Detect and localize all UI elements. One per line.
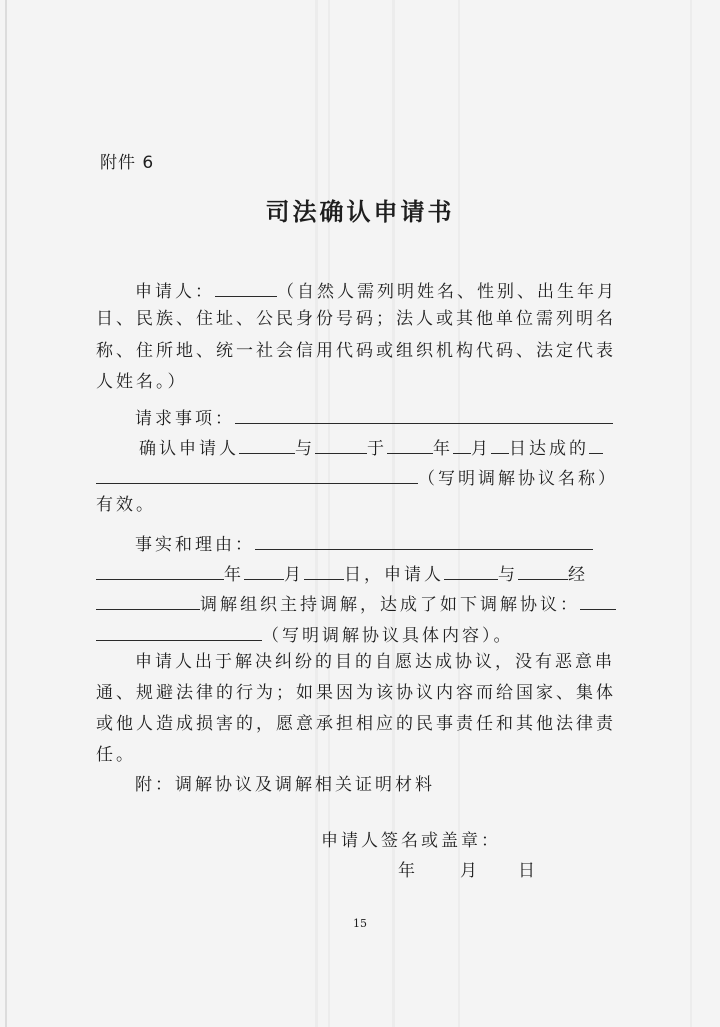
party-b-field[interactable] bbox=[315, 433, 367, 454]
party-a-field[interactable] bbox=[239, 433, 295, 454]
document-title: 司法确认申请书 bbox=[265, 198, 455, 226]
mediation-line bbox=[96, 589, 616, 616]
signature-label: 申请人签名或盖章： bbox=[321, 831, 501, 851]
scan-streak bbox=[328, 0, 330, 1027]
page-number: 15 bbox=[353, 917, 367, 930]
appendix-text: 附：调解协议及调解相关证明材料 bbox=[135, 775, 435, 795]
agreement-name-field[interactable] bbox=[96, 463, 418, 484]
applicant-note: （自然人需列明姓名、性别、出生年月 bbox=[277, 282, 617, 302]
scan-streak bbox=[315, 0, 318, 1027]
facts-label: 事实和理由： bbox=[135, 535, 255, 555]
facts-month-field[interactable] bbox=[244, 559, 284, 580]
facts-line bbox=[135, 529, 593, 556]
scan-streak bbox=[392, 0, 395, 1027]
confirm-line bbox=[139, 433, 603, 460]
with-text: 与 bbox=[295, 439, 315, 459]
facts-day-field[interactable] bbox=[304, 559, 344, 580]
applicant-note-line: 称、住所地、统一社会信用代码或组织机构代码、法定代表 bbox=[96, 341, 616, 361]
request-line bbox=[135, 403, 613, 430]
year-text: 年 bbox=[224, 565, 244, 585]
applicant-name-field[interactable] bbox=[215, 276, 277, 297]
day-reached-text: 日达成的 bbox=[509, 439, 589, 459]
applicant-note-line: 人姓名。） bbox=[96, 372, 188, 392]
declaration-line: 通、规避法律的行为；如果因为该协议内容而给国家、集体 bbox=[96, 683, 616, 703]
mediation-text: 调解组织主持调解，达成了如下调解协议： bbox=[200, 595, 580, 615]
applicant-label: 申请人： bbox=[135, 282, 215, 302]
confirm-prefix: 确认申请人 bbox=[139, 439, 239, 459]
agreement-content-line bbox=[96, 620, 514, 647]
month-field[interactable] bbox=[453, 433, 471, 454]
with-text: 与 bbox=[498, 565, 518, 585]
signature-year: 年 bbox=[398, 861, 418, 881]
applicant-line bbox=[135, 276, 617, 303]
day-field[interactable] bbox=[491, 433, 509, 454]
agreement-name-note: （写明调解协议名称） bbox=[418, 469, 618, 489]
facts-year-field[interactable] bbox=[96, 559, 224, 580]
year-field[interactable] bbox=[387, 433, 433, 454]
scan-streak bbox=[690, 0, 692, 1027]
declaration-line: 申请人出于解决纠纷的目的自愿达成协议，没有恶意串 bbox=[135, 652, 615, 672]
facts-party-a-field[interactable] bbox=[444, 559, 498, 580]
via-text: 经 bbox=[568, 565, 588, 585]
declaration-line: 或他人造成损害的，愿意承担相应的民事责任和其他法律责 bbox=[96, 714, 616, 734]
day-applicant-text: 日，申请人 bbox=[344, 565, 444, 585]
agreement-content-field[interactable] bbox=[96, 620, 262, 641]
on-text: 于 bbox=[367, 439, 387, 459]
agreement-content-start-field[interactable] bbox=[580, 589, 616, 610]
year-text: 年 bbox=[433, 439, 453, 459]
month-text: 月 bbox=[471, 439, 491, 459]
mediation-org-field[interactable] bbox=[96, 589, 200, 610]
request-field[interactable] bbox=[235, 403, 613, 424]
scan-streak bbox=[5, 0, 7, 1027]
facts-date-line bbox=[96, 559, 588, 586]
facts-party-b-field[interactable] bbox=[518, 559, 568, 580]
applicant-note-line: 日、民族、住址、公民身份号码；法人或其他单位需列明名 bbox=[96, 309, 616, 329]
signature-month: 月 bbox=[460, 861, 480, 881]
request-label: 请求事项： bbox=[135, 409, 235, 429]
valid-text: 有效。 bbox=[96, 495, 156, 515]
declaration-line: 任。 bbox=[96, 745, 136, 765]
attachment-label: 附件 6 bbox=[100, 153, 155, 173]
facts-field[interactable] bbox=[255, 529, 593, 550]
month-text: 月 bbox=[284, 565, 304, 585]
agreement-name-start-field[interactable] bbox=[589, 433, 603, 454]
signature-day: 日 bbox=[518, 861, 538, 881]
content-note: （写明调解协议具体内容）。 bbox=[262, 626, 514, 646]
agreement-name-line bbox=[96, 463, 618, 490]
